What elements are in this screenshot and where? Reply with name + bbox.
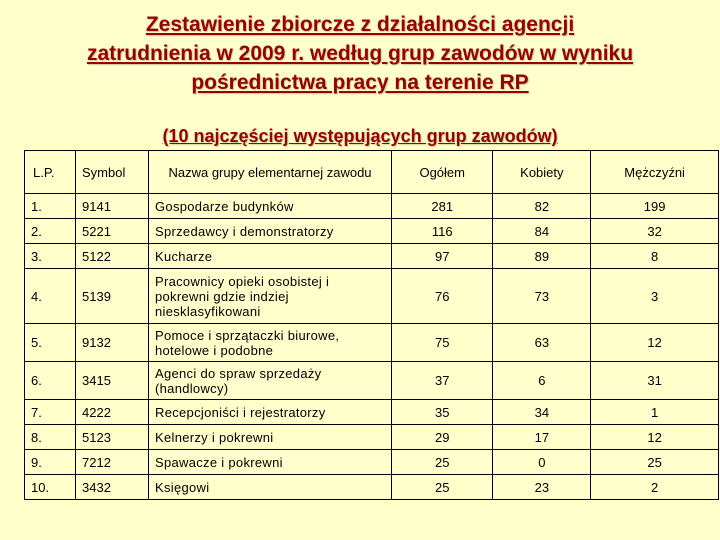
cell-men: 199 [591,194,719,219]
page-title [10,10,710,97]
cell-men: 25 [591,450,719,475]
cell-name: Kucharze [149,244,392,269]
cell-women: 34 [493,400,591,425]
cell-women: 84 [493,219,591,244]
cell-women: 6 [493,362,591,400]
cell-lp: 6. [25,362,76,400]
cell-total: 75 [392,324,493,362]
cell-men: 31 [591,362,719,400]
cell-men: 1 [591,400,719,425]
cell-men: 12 [591,425,719,450]
cell-men: 12 [591,324,719,362]
cell-lp: 7. [25,400,76,425]
cell-symbol: 5122 [76,244,149,269]
cell-symbol: 5123 [76,425,149,450]
table-row [25,362,719,400]
cell-men: 2 [591,475,719,500]
title-line-2: zatrudnienia w 2009 r. według grup zawodów w wyniku [86,42,634,65]
cell-women: 17 [493,425,591,450]
table-header-row [25,151,719,194]
cell-symbol: 7212 [76,450,149,475]
cell-symbol: 9141 [76,194,149,219]
table-row [25,425,719,450]
title-line-3: pośrednictwa pracy na terenie RP [191,71,529,94]
table-row [25,219,719,244]
cell-lp: 2. [25,219,76,244]
cell-total: 29 [392,425,493,450]
table-row [25,450,719,475]
cell-name: Pracownicy opieki osobistej i pokrewni gdzie indziej niesklasyfikowani [149,269,392,324]
cell-men: 3 [591,269,719,324]
cell-name: Agenci do spraw sprzedaży (handlowcy) [149,362,392,400]
cell-symbol: 3432 [76,475,149,500]
cell-total: 37 [392,362,493,400]
cell-symbol: 5139 [76,269,149,324]
table-row [25,324,719,362]
cell-lp: 4. [25,269,76,324]
cell-lp: 8. [25,425,76,450]
header-women: Kobiety [493,151,591,194]
cell-lp: 9. [25,450,76,475]
cell-lp: 1. [25,194,76,219]
cell-name: Gospodarze budynków [149,194,392,219]
table-row [25,244,719,269]
cell-women: 73 [493,269,591,324]
cell-total: 25 [392,475,493,500]
cell-name: Kelnerzy i pokrewni [149,425,392,450]
cell-total: 97 [392,244,493,269]
table-row [25,475,719,500]
header-name: Nazwa grupy elementarnej zawodu [149,151,392,194]
cell-name: Recepcjoniści i rejestratorzy [149,400,392,425]
cell-name: Spawacze i pokrewni [149,450,392,475]
cell-total: 76 [392,269,493,324]
cell-women: 23 [493,475,591,500]
cell-name: Księgowi [149,475,392,500]
header-men: Mężczyźni [591,151,719,194]
cell-lp: 5. [25,324,76,362]
table-row [25,194,719,219]
cell-lp: 3. [25,244,76,269]
cell-name: Sprzedawcy i demonstratorzy [149,219,392,244]
cell-total: 116 [392,219,493,244]
page-subtitle: (10 najczęściej występujących grup zawodów) [162,126,558,146]
cell-men: 8 [591,244,719,269]
cell-symbol: 5221 [76,219,149,244]
header-lp: L.P. [25,151,76,194]
cell-women: 63 [493,324,591,362]
title-line-1: Zestawienie zbiorcze z działalności agencji [145,13,575,36]
header-symbol: Symbol [76,151,149,194]
cell-name: Pomoce i sprzątaczki biurowe, hotelowe i podobne [149,324,392,362]
cell-lp: 10. [25,475,76,500]
cell-men: 32 [591,219,719,244]
cell-women: 82 [493,194,591,219]
header-total: Ogółem [392,151,493,194]
cell-women: 89 [493,244,591,269]
cell-total: 281 [392,194,493,219]
cell-women: 0 [493,450,591,475]
cell-symbol: 9132 [76,324,149,362]
occupation-table [24,150,719,500]
cell-total: 35 [392,400,493,425]
cell-symbol: 4222 [76,400,149,425]
table-row [25,400,719,425]
cell-total: 25 [392,450,493,475]
cell-symbol: 3415 [76,362,149,400]
table-row [25,269,719,324]
